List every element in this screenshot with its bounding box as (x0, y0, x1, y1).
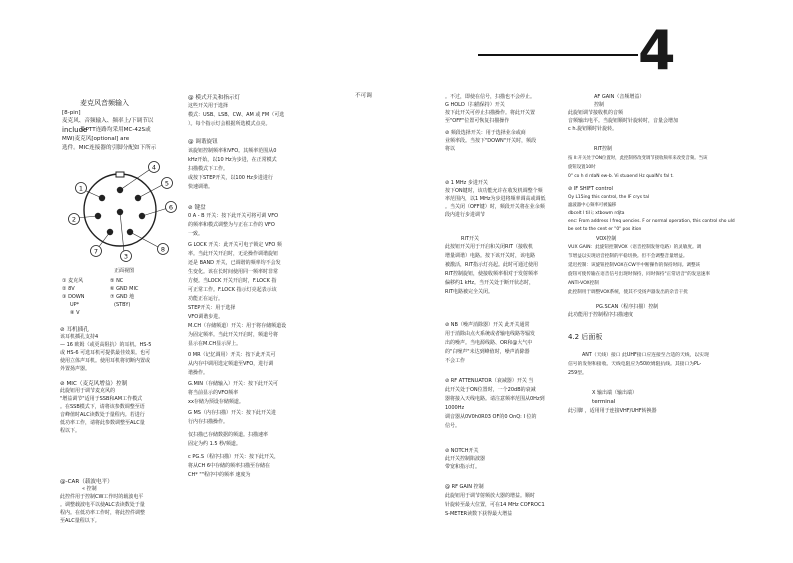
body-line: 器将接入天线电路。请注意频率范围从0Hz到 (445, 396, 545, 402)
body-line: 段内进行步进调节 (445, 212, 486, 218)
body-line: 的"白噪声"未达到峰值时，噪声消除器 (445, 349, 530, 355)
body-line: 调音器从0V0h0R03 OF的0 OnQ: I 位的 (445, 414, 537, 420)
body-line: 将当前显示的VFO频率 (188, 390, 239, 396)
body-line: G HOLD（扫描保持）开关 (445, 102, 505, 108)
section-subheading: terminal (592, 399, 616, 405)
body-line: c h.旋钮顺时针旋转。 (568, 126, 618, 132)
body-line: 此旋钮用于调节麦克风的 (60, 388, 116, 394)
body-line: 此开关处于ON位置时，一个20dB的衰减 (445, 387, 536, 393)
section-heading: @ 模式开关和指示灯 (188, 95, 241, 101)
body-line: 至ALC量程以下。 (60, 518, 100, 524)
mic-intro-line: 麦克风、音频输入、频率上/下调节以 (62, 118, 154, 124)
pin-legend-item: ② 8V (62, 286, 75, 292)
body-line: 从内存中调用选定频道至VFO，进行调 (188, 361, 274, 367)
chapter-rule (478, 54, 638, 56)
body-line: 用于消除由点火系统或者输电线路等辐发 (445, 331, 536, 337)
connector-key (116, 172, 124, 177)
section-heading: @-CAR（载波电平） (60, 479, 113, 485)
body-line: 固定为约 1.5 秒/频道。 (188, 441, 241, 447)
body-line: 增量调谐）电路。按下该开关时，该电路 (445, 253, 536, 259)
column-3 (445, 94, 565, 554)
body-line: 一致。 (188, 231, 204, 237)
body-line: 1000Hz (445, 405, 465, 411)
section-subheading: « 控制 (82, 486, 97, 492)
body-line: 节增益以实现语音控制的平稳切换。但不会调整音量增益。 (568, 254, 688, 259)
column-2 (188, 94, 308, 554)
body-line: 显示在M.CH显示屏上。 (188, 341, 242, 347)
body-line: 行内存扫描操作。 (188, 419, 229, 425)
body-line: 0" co h d rdaN ew-b. Vi stuaend Hz qualN's fal t. (568, 174, 674, 179)
body-line: 信号的发射和接收。天线电阻应为50欧姆阻抗线。其接口为PL- (568, 362, 702, 367)
body-line: 率。当此开关开启时，无论操作调谐旋钮 (188, 251, 279, 257)
mic-intro-line: include (62, 126, 88, 134)
section-heading: ⊘ 频段选择开关：用于选择业余或商 (445, 130, 526, 136)
pin-label: 4 (151, 163, 157, 172)
body-line: 将以 (445, 146, 456, 152)
mic-intro-line: MW)麦克风[optional] are (62, 136, 130, 142)
body-line: 程内。在低功率工作时，将此控件调整 (60, 510, 146, 516)
pin-label: 6 (168, 203, 174, 212)
pin-legend-item: ⑦ GND 地 (110, 294, 135, 300)
body-line: 被激活，RIT指示灯亮起。此时可通过使用 (445, 262, 539, 268)
body-line: be set to the cent er "0" pos ition (568, 227, 642, 232)
body-line: STEP开关：用于选择 (188, 305, 236, 311)
pin-label: 2 (71, 215, 77, 224)
body-line: 此旋钮用于调节射频放大器的增益。顺时 (445, 493, 536, 499)
body-line: 音峰值时ALC读数处于量程内。若进行 (60, 412, 145, 418)
body-line: 使用立体声耳机。使用耳机将切断内置或 (60, 358, 151, 364)
body-line: 音频输出电平。当旋钮顺时针旋转时，音量会增加 (568, 118, 679, 124)
body-line: VUX GAIN：此旋钮控制VOX（语音控制发射电路）的灵敏度。调 (568, 245, 702, 250)
body-line: "增益调节"适用于SSB和AM工作模式 (60, 396, 143, 402)
body-line: 为固定频率。当此开关开启时，频道号将 (188, 332, 279, 338)
body-line: 旋钮设置10时 (568, 165, 596, 170)
body-line: ANTI-VOX控制 (568, 281, 599, 286)
section-heading: ⊘ NB（噪声消除器）开关 此开关通常 (445, 322, 530, 328)
body-line: 将从CH 6中存储的频率扫描至存储在 (188, 463, 271, 469)
mic-connector-diagram (66, 160, 186, 275)
body-line: 信号。 (445, 423, 461, 429)
body-line: 外置扬声器。 (60, 366, 91, 372)
body-line: 至"OFF"位置可恢复扫描操作 (445, 118, 510, 124)
pin-label: 5 (164, 179, 170, 188)
pin-legend-item: ① 麦克风 (62, 278, 84, 284)
section-heading: ⊘ 键盘 (188, 205, 206, 211)
body-line: 按下此开关可停止扫描操作。将此开关置 (445, 110, 536, 116)
body-line: 功能正在运行。 (188, 296, 224, 302)
body-line: 还是 BAND 开关，已调谐的频率均不会发 (188, 260, 281, 266)
body-line: 该旋钮控制频率和VFO。其频率范围从0 (188, 148, 277, 154)
body-line: RIT电路被完全关闭。 (445, 289, 494, 295)
body-line: 滤波器中心频率可被偏移 (568, 203, 617, 208)
body-line: 的频率和模式调整为与正在工作的 VFO (188, 222, 275, 228)
body-line: xx存储为预设存储频道。 (188, 399, 244, 405)
section-heading: ⊘ RF ATTENUATOR（衰减器）开关 当 (445, 378, 534, 384)
section-heading: @ RF GAIN 控制 (445, 484, 484, 490)
body-line: 旋钮可使传输在语音信号出现时保持，同时保持"正常语音"的发送速率 (568, 272, 711, 277)
section-heading: ⊘ MIC（麦克风增益）控制 (60, 381, 128, 387)
body-line: 延迟控制：该旋钮控制VOX在CW半中断操作的保持时间。调整该 (568, 263, 701, 268)
body-line: G.MIN（存储输入）开关：按下此开关可 (188, 381, 278, 387)
body-line: 。不过，即使在信号，扫描也不会停止。 (445, 94, 536, 100)
page-header-center: 不可调 (355, 93, 372, 99)
body-line: 快速调谐。 (188, 184, 214, 190)
column-4 (568, 94, 768, 554)
body-line: 此控制用于调整VOX系统，使其不受扬声器发出的杂音干扰 (568, 290, 688, 295)
body-line: S-METER读数下获得最大增益 (445, 511, 513, 517)
body-line: 这些开关用于选择 (188, 103, 229, 109)
pin-label: 1 (78, 184, 84, 193)
body-line: RIT控制旋钮，使接收频率相对于发射频率 (445, 271, 539, 277)
body-line: 生变化。该在长时间使用同一频率时非常 (188, 269, 279, 275)
pin-legend-item: UP* (70, 302, 80, 308)
body-line: 此按钮开关用于开启和关闭RIT（接收机 (445, 244, 534, 250)
body-line: Oy L15ing this control, the IF crys tal (568, 195, 650, 200)
chapter-banner (478, 19, 678, 82)
section-heading: ⊘ 1 MHz 步进开关 (445, 180, 488, 186)
pin-label: 3 (123, 252, 129, 261)
connector-pins (95, 187, 145, 235)
chapter-number: 4 (638, 19, 676, 82)
mic-intro-line: 及PTT连路均采用MC-42S或 (80, 127, 151, 133)
column-1-lower (60, 326, 185, 556)
body-line: 谐操作。 (188, 370, 209, 376)
body-line: dbcelt l til i; xtbowm rdjta (568, 211, 625, 216)
body-line: 模式：USB、LSB、CW、AM 或 FM（可选 (188, 112, 285, 118)
body-line: 。调整载波电平以使ALC表读数处于量 (60, 502, 145, 508)
section-heading: @ 调谐旋钮 (188, 139, 218, 145)
body-line: G MS（内存扫描）开关：按下此开关进 (188, 410, 276, 416)
body-line: G LOCK 开关：此开关可电子锁定 VFO 频 (188, 242, 282, 248)
body-line: 方便。当LOCK 开关开启时，F.LOCK 指 (188, 278, 277, 284)
body-line: 带宽和指示灯。 (445, 464, 481, 470)
body-line: 扫描模式下工作。 (188, 166, 229, 172)
body-line: 仅扫描已存储数据的频道。扫描速率 (188, 432, 269, 438)
body-line: 259型。 (568, 371, 587, 376)
section-heading: RIT开关 (461, 236, 480, 242)
section-heading: RIT控制 (594, 146, 613, 152)
pin-label: 7 (93, 247, 99, 256)
body-line: 0 MR（记忆调用）开关：按下此开关可 (188, 352, 276, 358)
section-heading: ⊘ NOTCH开关 (445, 448, 479, 454)
body-line: 按下ON键时，该功能允许在收发机调整个频 (445, 188, 543, 194)
mic-intro-line: 选件。MIC连接器的引脚分配如下所示 (62, 145, 157, 151)
pin-legend-item: ⑧ V (70, 310, 80, 316)
body-line: 程以下。 (60, 428, 81, 434)
body-line: 此功能用于控制程序扫描速度 (568, 312, 634, 318)
body-line: — 16 欧姆（或更高阻抗）的耳机。HS-5 (60, 342, 152, 348)
body-line: 针旋转至最大位置，可在14 MHz COFROC1 (445, 502, 545, 508)
mic-intro-line: [8-pin] (62, 110, 81, 116)
body-line: VFO调谐步进。 (188, 314, 224, 320)
body-line: 或 HS-6 可选耳机可提供最佳效果。也可 (60, 350, 151, 356)
body-line: 不会工作 (445, 358, 466, 364)
body-line: 此开关控制陷波器 (445, 456, 486, 462)
body-line: 或按下STEP开关，以100 Hz步进进行 (188, 175, 273, 181)
pin-label: 8 (160, 245, 166, 254)
body-line: enc: From address I freq uencies. F or normal operation, this control sho uld (568, 219, 735, 224)
body-line: 出的噪声。当电源线路、OR和@大气中 (445, 340, 533, 346)
body-line: 业频率段。当按下"DOWN"开关时，频段 (445, 138, 537, 144)
body-line: 。当关闭（OFF键）时，频段开关将在业余频 (445, 204, 545, 210)
body-line: 偏移约1 kHz。当开关处于断开状态时， (445, 280, 535, 286)
pin-legend-item: (STBY) (114, 302, 131, 308)
body-line: CH* ""程序中的频率 速度为 (188, 472, 251, 478)
mic-input-title: 麦克风音频输入 (80, 99, 129, 107)
body-line: ）。每个指示灯会根据所选模式点亮。 (188, 121, 271, 127)
body-line: 0 A - B 开关：按下此开关可将可调 VFO (188, 213, 279, 219)
body-line: M.CH（存储频道）开关：用于将存储频道设 (188, 323, 287, 329)
body-line: 此引脚 ，适用用于连接VHF/UHF转换器 (568, 408, 657, 414)
body-line: kHz开始，以10 Hz为步进，在正常模式 (188, 157, 277, 163)
diagram-caption: 正面视图 (114, 268, 135, 274)
body-line: 率范围内，以1 MHz为步进将频率调高或调低 (445, 196, 546, 202)
body-line: 此控件用于控制CW工作时的载波电平 (60, 494, 144, 500)
body-line: c PG.S（程序扫描）开关：按下此开关， (188, 454, 279, 460)
body-line: 按 ll:开关处于ON位置时，此控制将改变调节接收频率来改变音频。当该 (568, 156, 708, 161)
section-subheading: 控制 (594, 102, 605, 108)
body-line: 低功率工作，请将此参数调整至ALC量 (60, 420, 145, 426)
body-line: 此旋钮调节接收机的音频 (568, 110, 624, 116)
pin-legend-item: ⑤ NC (110, 278, 124, 284)
section-heading: ⊘ IF SHIFT control (568, 186, 613, 192)
section-heading: 4.2 后面板 (568, 333, 603, 341)
body-line: 可正常工作。F.LOCK 指示灯亮起表示该 (188, 287, 277, 293)
section-heading: AF GAIN（音频增益） (594, 94, 645, 100)
section-heading: X 输出端（输出端） (592, 390, 638, 396)
section-heading: VOX控制 (596, 236, 617, 242)
body-line: ANT（天线）接口 此UHF接口应连接至合适的天线，以实现 (582, 353, 709, 358)
body-line: 该耳机插孔支持4 (60, 334, 99, 340)
pin-legend-item: ⑥ GND MIC (110, 286, 139, 292)
section-heading: PG.SCAN（程序扫描）控制 (596, 304, 659, 310)
pin-legend-item: ③ DOWN (62, 294, 85, 300)
section-heading: ⊘ 耳机插孔 (60, 327, 89, 333)
body-line: 。在SSB模式下，请将该参数调整至语 (60, 404, 145, 410)
